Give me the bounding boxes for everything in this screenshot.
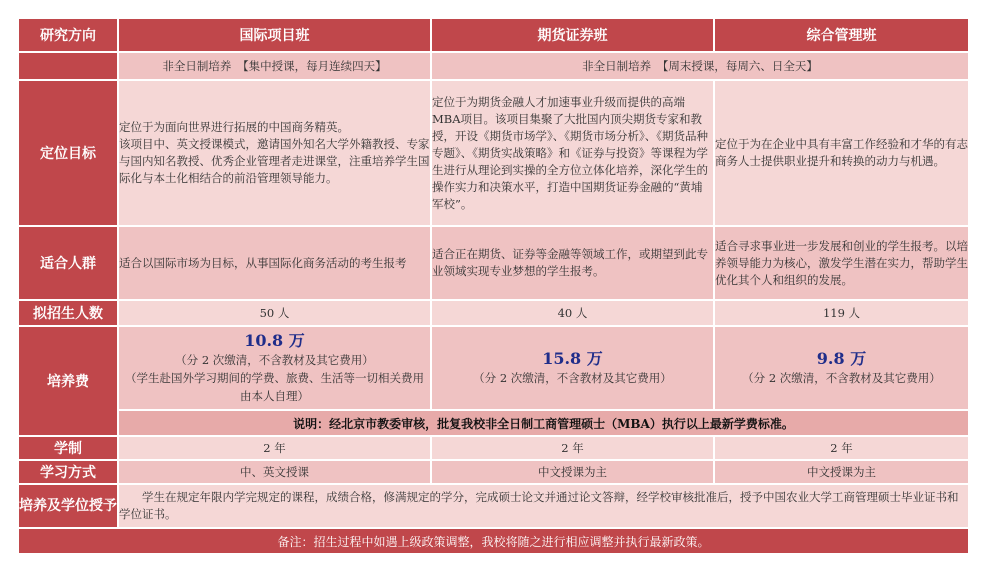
- audience-col1: 适合以国际市场为目标，从事国际化商务活动的考生报考: [118, 226, 431, 300]
- fee-col2-price: 15.8 万: [542, 349, 603, 368]
- fee-statement-row: [18, 410, 969, 436]
- duration-col1: 2 年: [118, 436, 431, 460]
- fee-col3-price: 9.8 万: [816, 349, 867, 368]
- study-mode-col2: 中文授课为主: [431, 460, 714, 484]
- study-mode-col3: 中文授课为主: [714, 460, 969, 484]
- enrollment-col3: 119 人: [714, 300, 969, 326]
- header-futures-class: 期货证券班: [431, 18, 714, 52]
- duration-row: [18, 436, 969, 460]
- header-research-direction: 研究方向: [18, 18, 118, 52]
- footer-note: 备注：招生过程中如遇上级政策调整，我校将随之进行相应调整并执行最新政策。: [18, 528, 969, 554]
- degree-label: 培养及学位授予: [18, 484, 118, 528]
- positioning-label: 定位目标: [18, 80, 118, 226]
- positioning-col2: 定位于为期货金融人才加速事业升级而提供的高端MBA项目。该项目集聚了大批国内顶尖期货专家和教授，开设《期货市场学》、《期货市场分析》、《期货品种专题》、《期货实战策略》和《证券与投资》等课程为学生进行从理论到实操的全方位立体化培养，深化学生的操作实力和决策水平，打造中国期货证券金融的“黄埔军校”。: [431, 80, 714, 226]
- fee-col1-note: （分 2 次缴清，不含教材及其它费用）: [175, 353, 374, 367]
- positioning-col3: 定位于为在企业中具有丰富工作经验和才华的有志商务人士提供职业提升和转换的动力与机遇。: [714, 80, 969, 226]
- fee-statement: 说明：经北京市教委审核，批复我校非全日制工商管理硕士（MBA）执行以上最新学费标准。: [118, 410, 969, 436]
- duration-col3: 2 年: [714, 436, 969, 460]
- degree-text: 学生在规定年限内学完规定的课程，成绩合格，修满规定的学分，完成硕士论文并通过论文答辩，经学校审核批准后，授予中国农业大学工商管理硕士毕业证书和学位证书。: [118, 484, 969, 528]
- program-comparison-table: [18, 18, 969, 554]
- fee-col3-note: （分 2 次缴清，不含教材及其它费用）: [742, 371, 941, 385]
- fee-col2: [431, 326, 714, 410]
- fee-row: [18, 326, 969, 410]
- fee-col1-price: 10.8 万: [244, 331, 305, 350]
- study-mode-col1: 中、英文授课: [118, 460, 431, 484]
- footer-row: [18, 528, 969, 554]
- duration-col2: 2 年: [431, 436, 714, 460]
- positioning-col1: 定位于为面向世界进行拓展的中国商务精英。 该项目中、英文授课模式，邀请国外知名大学外籍教授、专家与国内知名教授、优秀企业管理者走进课堂，注重培养学生国际化与本土化相结合的前沿管理领导能力。: [118, 80, 431, 226]
- mode-row-head: [18, 52, 118, 80]
- audience-col3: 适合寻求事业进一步发展和创业的学生报考。以培养领导能力为核心，激发学生潜在实力，帮助学生优化其个人和组织的发展。: [714, 226, 969, 300]
- mode-col1: 非全日制培养 【集中授课，每月连续四天】: [118, 52, 431, 80]
- header-international-class: 国际项目班: [118, 18, 431, 52]
- degree-row: [18, 484, 969, 528]
- study-mode-label: 学习方式: [18, 460, 118, 484]
- enrollment-col2: 40 人: [431, 300, 714, 326]
- enrollment-label: 拟招生人数: [18, 300, 118, 326]
- enrollment-row: [18, 300, 969, 326]
- header-row: [18, 18, 969, 52]
- mode-row: [18, 52, 969, 80]
- audience-label: 适合人群: [18, 226, 118, 300]
- fee-col2-note: （分 2 次缴清，不含教材及其它费用）: [473, 371, 672, 385]
- enrollment-col1: 50 人: [118, 300, 431, 326]
- fee-col3: [714, 326, 969, 410]
- fee-label: 培养费: [18, 326, 118, 436]
- audience-row: [18, 226, 969, 300]
- header-management-class: 综合管理班: [714, 18, 969, 52]
- fee-col1: [118, 326, 431, 410]
- fee-col1-extra-note: （学生赴国外学习期间的学费、旅费、生活等一切相关费用由本人自理）: [125, 371, 424, 403]
- audience-col2: 适合正在期货、证券等金融等领域工作，或期望到此专业领域实现专业梦想的学生报考。: [431, 226, 714, 300]
- mode-col23: 非全日制培养 【周末授课，每周六、日全天】: [431, 52, 969, 80]
- duration-label: 学制: [18, 436, 118, 460]
- positioning-row: [18, 80, 969, 226]
- study-mode-row: [18, 460, 969, 484]
